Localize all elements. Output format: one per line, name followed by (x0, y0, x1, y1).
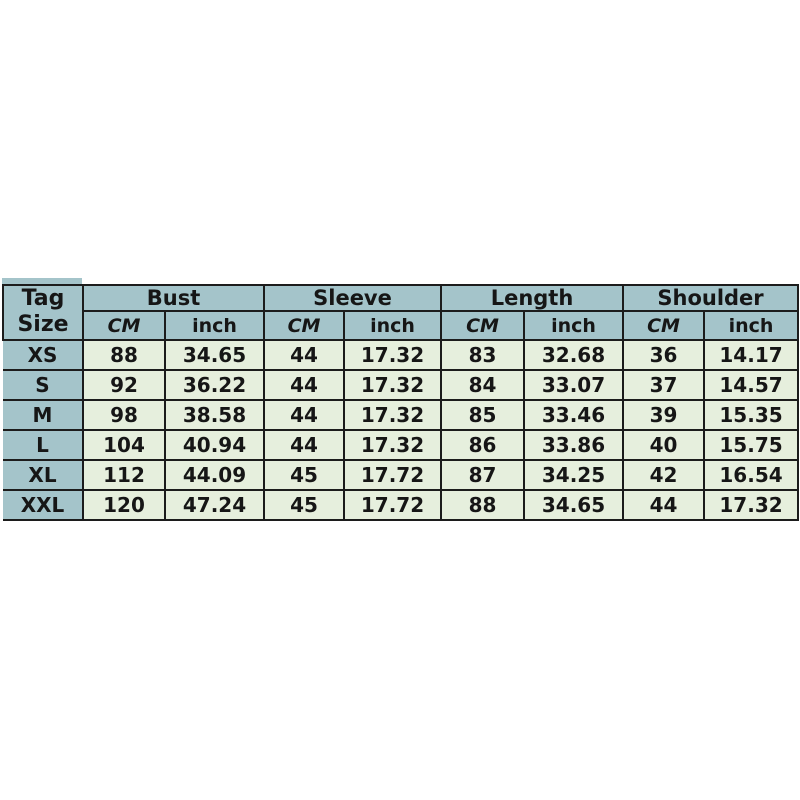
value-cell: 17.32 (704, 490, 798, 520)
value-cell: 120 (83, 490, 165, 520)
subheader-sleeve-cm: CM (264, 311, 344, 339)
value-cell: 47.24 (165, 490, 264, 520)
subheader-row (3, 311, 798, 339)
value-cell: 40.94 (165, 430, 264, 460)
group-header-shoulder: Shoulder (623, 285, 798, 311)
table-row (3, 490, 798, 520)
value-cell: 16.54 (704, 460, 798, 490)
value-cell: 17.32 (344, 340, 441, 370)
value-cell: 44.09 (165, 460, 264, 490)
subheader-bust-cm: CM (83, 311, 165, 339)
group-header-bust: Bust (83, 285, 264, 311)
value-cell: 44 (264, 430, 344, 460)
value-cell: 14.17 (704, 340, 798, 370)
value-cell: 17.32 (344, 430, 441, 460)
table-row (3, 400, 798, 430)
value-cell: 45 (264, 460, 344, 490)
size-cell: XS (3, 340, 83, 370)
group-header-sleeve: Sleeve (264, 285, 441, 311)
value-cell: 39 (623, 400, 704, 430)
corner-header-cell (3, 285, 83, 340)
size-cell: XXL (3, 490, 83, 520)
value-cell: 88 (441, 490, 524, 520)
value-cell: 40 (623, 430, 704, 460)
size-cell: S (3, 370, 83, 400)
value-cell: 86 (441, 430, 524, 460)
value-cell: 92 (83, 370, 165, 400)
value-cell: 38.58 (165, 400, 264, 430)
value-cell: 44 (623, 490, 704, 520)
table-row (3, 430, 798, 460)
value-cell: 14.57 (704, 370, 798, 400)
value-cell: 104 (83, 430, 165, 460)
value-cell: 87 (441, 460, 524, 490)
value-cell: 34.25 (524, 460, 623, 490)
value-cell: 88 (83, 340, 165, 370)
corner-header-line1: Tag (21, 286, 65, 311)
corner-header-line2: Size (17, 312, 69, 338)
value-cell: 37 (623, 370, 704, 400)
value-cell: 17.72 (344, 460, 441, 490)
value-cell: 44 (264, 400, 344, 430)
value-cell: 17.32 (344, 400, 441, 430)
group-header-length: Length (441, 285, 623, 311)
subheader-length-inch: inch (524, 311, 623, 339)
value-cell: 15.35 (704, 400, 798, 430)
value-cell: 42 (623, 460, 704, 490)
table-row (3, 460, 798, 490)
table-row (3, 340, 798, 370)
value-cell: 84 (441, 370, 524, 400)
value-cell: 33.46 (524, 400, 623, 430)
subheader-length-cm: CM (441, 311, 524, 339)
value-cell: 44 (264, 340, 344, 370)
value-cell: 34.65 (165, 340, 264, 370)
size-cell: XL (3, 460, 83, 490)
value-cell: 36.22 (165, 370, 264, 400)
value-cell: 44 (264, 370, 344, 400)
value-cell: 15.75 (704, 430, 798, 460)
value-cell: 33.86 (524, 430, 623, 460)
value-cell: 34.65 (524, 490, 623, 520)
size-cell: L (3, 430, 83, 460)
subheader-bust-inch: inch (165, 311, 264, 339)
group-header-row (3, 285, 798, 311)
value-cell: 32.68 (524, 340, 623, 370)
value-cell: 33.07 (524, 370, 623, 400)
value-cell: 36 (623, 340, 704, 370)
value-cell: 85 (441, 400, 524, 430)
value-cell: 98 (83, 400, 165, 430)
value-cell: 83 (441, 340, 524, 370)
table-row (3, 370, 798, 400)
value-cell: 45 (264, 490, 344, 520)
value-cell: 112 (83, 460, 165, 490)
subheader-shoulder-cm: CM (623, 311, 704, 339)
subheader-shoulder-inch: inch (704, 311, 798, 339)
value-cell: 17.32 (344, 370, 441, 400)
subheader-sleeve-inch: inch (344, 311, 441, 339)
value-cell: 17.72 (344, 490, 441, 520)
size-chart-table (2, 284, 799, 521)
size-cell: M (3, 400, 83, 430)
